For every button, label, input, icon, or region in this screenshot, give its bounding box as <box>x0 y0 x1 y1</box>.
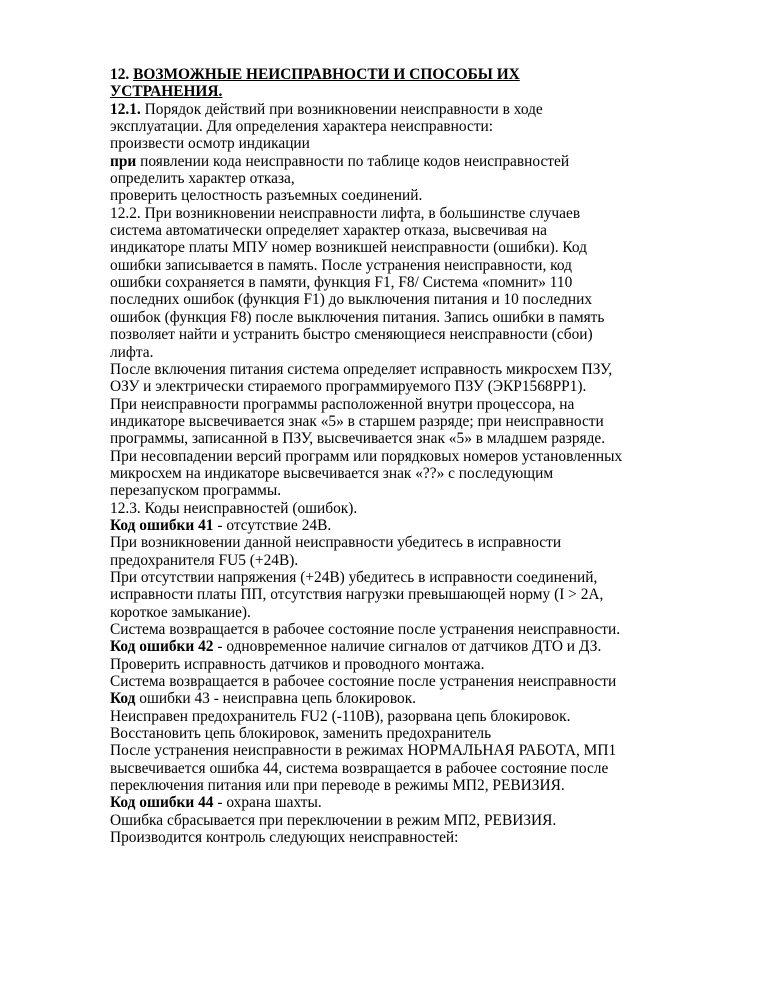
error-41-line: предохранителя FU5 (+24В). <box>110 551 299 569</box>
heading-line-1 <box>110 66 730 83</box>
error-41-line: При отсутствии напряжения (+24В) убедитесь в исправности соединений, <box>110 568 598 586</box>
document-page <box>110 66 730 846</box>
p3-line: перезапуском программы. <box>110 482 282 500</box>
error-42-title <box>110 638 730 655</box>
error-41 <box>110 517 730 638</box>
error-41-line: При возникновении данной неисправности убедитесь в исправности <box>110 534 562 552</box>
error-44-line: Производится контроль следующих неисправностей: <box>110 829 459 847</box>
error-43-line: Неисправен предохранитель FU2 (-110В), разорвана цепь блокировок. <box>110 707 571 725</box>
error-41-code: Код ошибки 41 <box>110 516 214 534</box>
p2-line: ошибки сохраняется в памяти, функция F1, F8/ Система «помнит» 110 <box>110 274 573 292</box>
p2-line: 12.2. При возникновении неисправности лифта, в большинстве случаев <box>110 204 581 222</box>
error-41-line: исправности платы ПП, отсутствия нагрузки превышающей норму (I > 2А, <box>110 586 604 604</box>
p3-line: микросхем на индикаторе высвечивается знак «??» с последующим <box>110 464 554 482</box>
p1-line-6: проверить целостность разъемных соединений. <box>110 187 423 205</box>
p2-line: последних ошибок (функция F1) до выключения питания и 10 последних <box>110 291 593 309</box>
paragraph-12-3: 12.3. Коды неисправностей (ошибок). <box>110 499 358 517</box>
paragraph-12-2 <box>110 205 730 361</box>
error-42-line: Проверить исправность датчиков и проводного монтажа. <box>110 655 485 673</box>
error-43-line: высвечивается ошибка 44, система возвращается в рабочее состояние после <box>110 759 609 777</box>
p1-number: 12.1. <box>110 100 141 118</box>
p2-line: позволяет найти и устранить быстро сменяющиеся неисправности (сбои) <box>110 326 593 344</box>
error-41-desc: - отсутствие 24В. <box>213 516 332 534</box>
error-43-line: переключения питания или при переводе в режимы МП2, РЕВИЗИЯ. <box>110 777 565 795</box>
error-43-desc: ошибки 43 - неисправна цепь блокировок. <box>135 690 417 708</box>
p3-line: При неисправности программы расположенной внутри процессора, на <box>110 395 575 413</box>
p1-line-3: произвести осмотр индикации <box>110 135 310 153</box>
p2-line: ошибки записывается в память. После устранения неисправности, код <box>110 256 572 274</box>
p1-text-4: появлении кода неисправности по таблице кодов неисправностей <box>136 152 570 170</box>
p1-line-5: определить характер отказа, <box>110 170 295 188</box>
error-41-line: короткое замыкание). <box>110 603 251 621</box>
error-41-title <box>110 517 730 534</box>
error-42-line: Система возвращается в рабочее состояние после устранения неисправности <box>110 673 617 691</box>
error-43-title <box>110 690 730 707</box>
section-heading <box>110 66 730 101</box>
p2-line: ошибок (функция F8) после выключения питания. Запись ошибки в память <box>110 308 605 326</box>
error-44 <box>110 794 730 846</box>
p3-line: При несовпадении версий программ или порядковых номеров установленных <box>110 447 623 465</box>
p1-bold-word: при <box>110 152 137 170</box>
p1-line-1 <box>110 101 730 118</box>
error-43 <box>110 690 730 794</box>
p2-line: индикаторе платы МПУ номер возникшей неисправности (ошибки). Код <box>110 239 587 257</box>
p1-text-1: Порядок действий при возникновении неисправности в ходе <box>140 100 543 118</box>
p3-line: программы, записанной в ПЗУ, высвечивается знак «5» в младшем разряде. <box>110 430 606 448</box>
p3-line: ОЗУ и электрически стираемого программируемого ПЗУ (ЭКР1568РР1). <box>110 378 587 396</box>
p3-line: После включения питания система определяет исправность микросхем ПЗУ, <box>110 360 613 378</box>
error-42-code: Код ошибки 42 <box>110 638 214 656</box>
paragraph-12-1 <box>110 101 730 205</box>
p3-line: индикаторе высвечивается знак «5» в старшем разряде; при неисправности <box>110 412 604 430</box>
p2-line: система автоматически определяет характер отказа, высвечивая на <box>110 222 547 240</box>
p1-line-4 <box>110 153 730 170</box>
error-44-code: Код ошибки 44 <box>110 794 214 812</box>
error-44-title <box>110 794 730 811</box>
error-42 <box>110 638 730 690</box>
error-43-line: Восстановить цепь блокировок, заменить предохранитель <box>110 725 492 743</box>
error-42-desc: - одновременное наличие сигналов от датчиков ДТО и ДЗ. <box>213 638 602 656</box>
heading-line-2 <box>110 83 730 100</box>
error-44-line: Ошибка сбрасывается при переключении в режим МП2, РЕВИЗИЯ. <box>110 811 557 829</box>
p1-line-2: эксплуатации. Для определения характера неисправности: <box>110 118 494 136</box>
error-43-line: После устранения неисправности в режимах НОРМАЛЬНАЯ РАБОТА, МП1 <box>110 742 617 760</box>
heading-title-part-2: УСТРАНЕНИЯ. <box>110 83 223 101</box>
p2-line: лифта. <box>110 343 154 361</box>
heading-number: 12. <box>110 66 134 83</box>
error-43-code: Код <box>110 690 136 708</box>
error-44-desc: - охрана шахты. <box>213 794 322 812</box>
heading-title-part-1: ВОЗМОЖНЫЕ НЕИСПРАВНОСТИ И СПОСОБЫ ИХ <box>133 66 520 83</box>
paragraph-power-on <box>110 361 730 500</box>
error-41-line: Система возвращается в рабочее состояние после устранения неисправности. <box>110 621 621 638</box>
